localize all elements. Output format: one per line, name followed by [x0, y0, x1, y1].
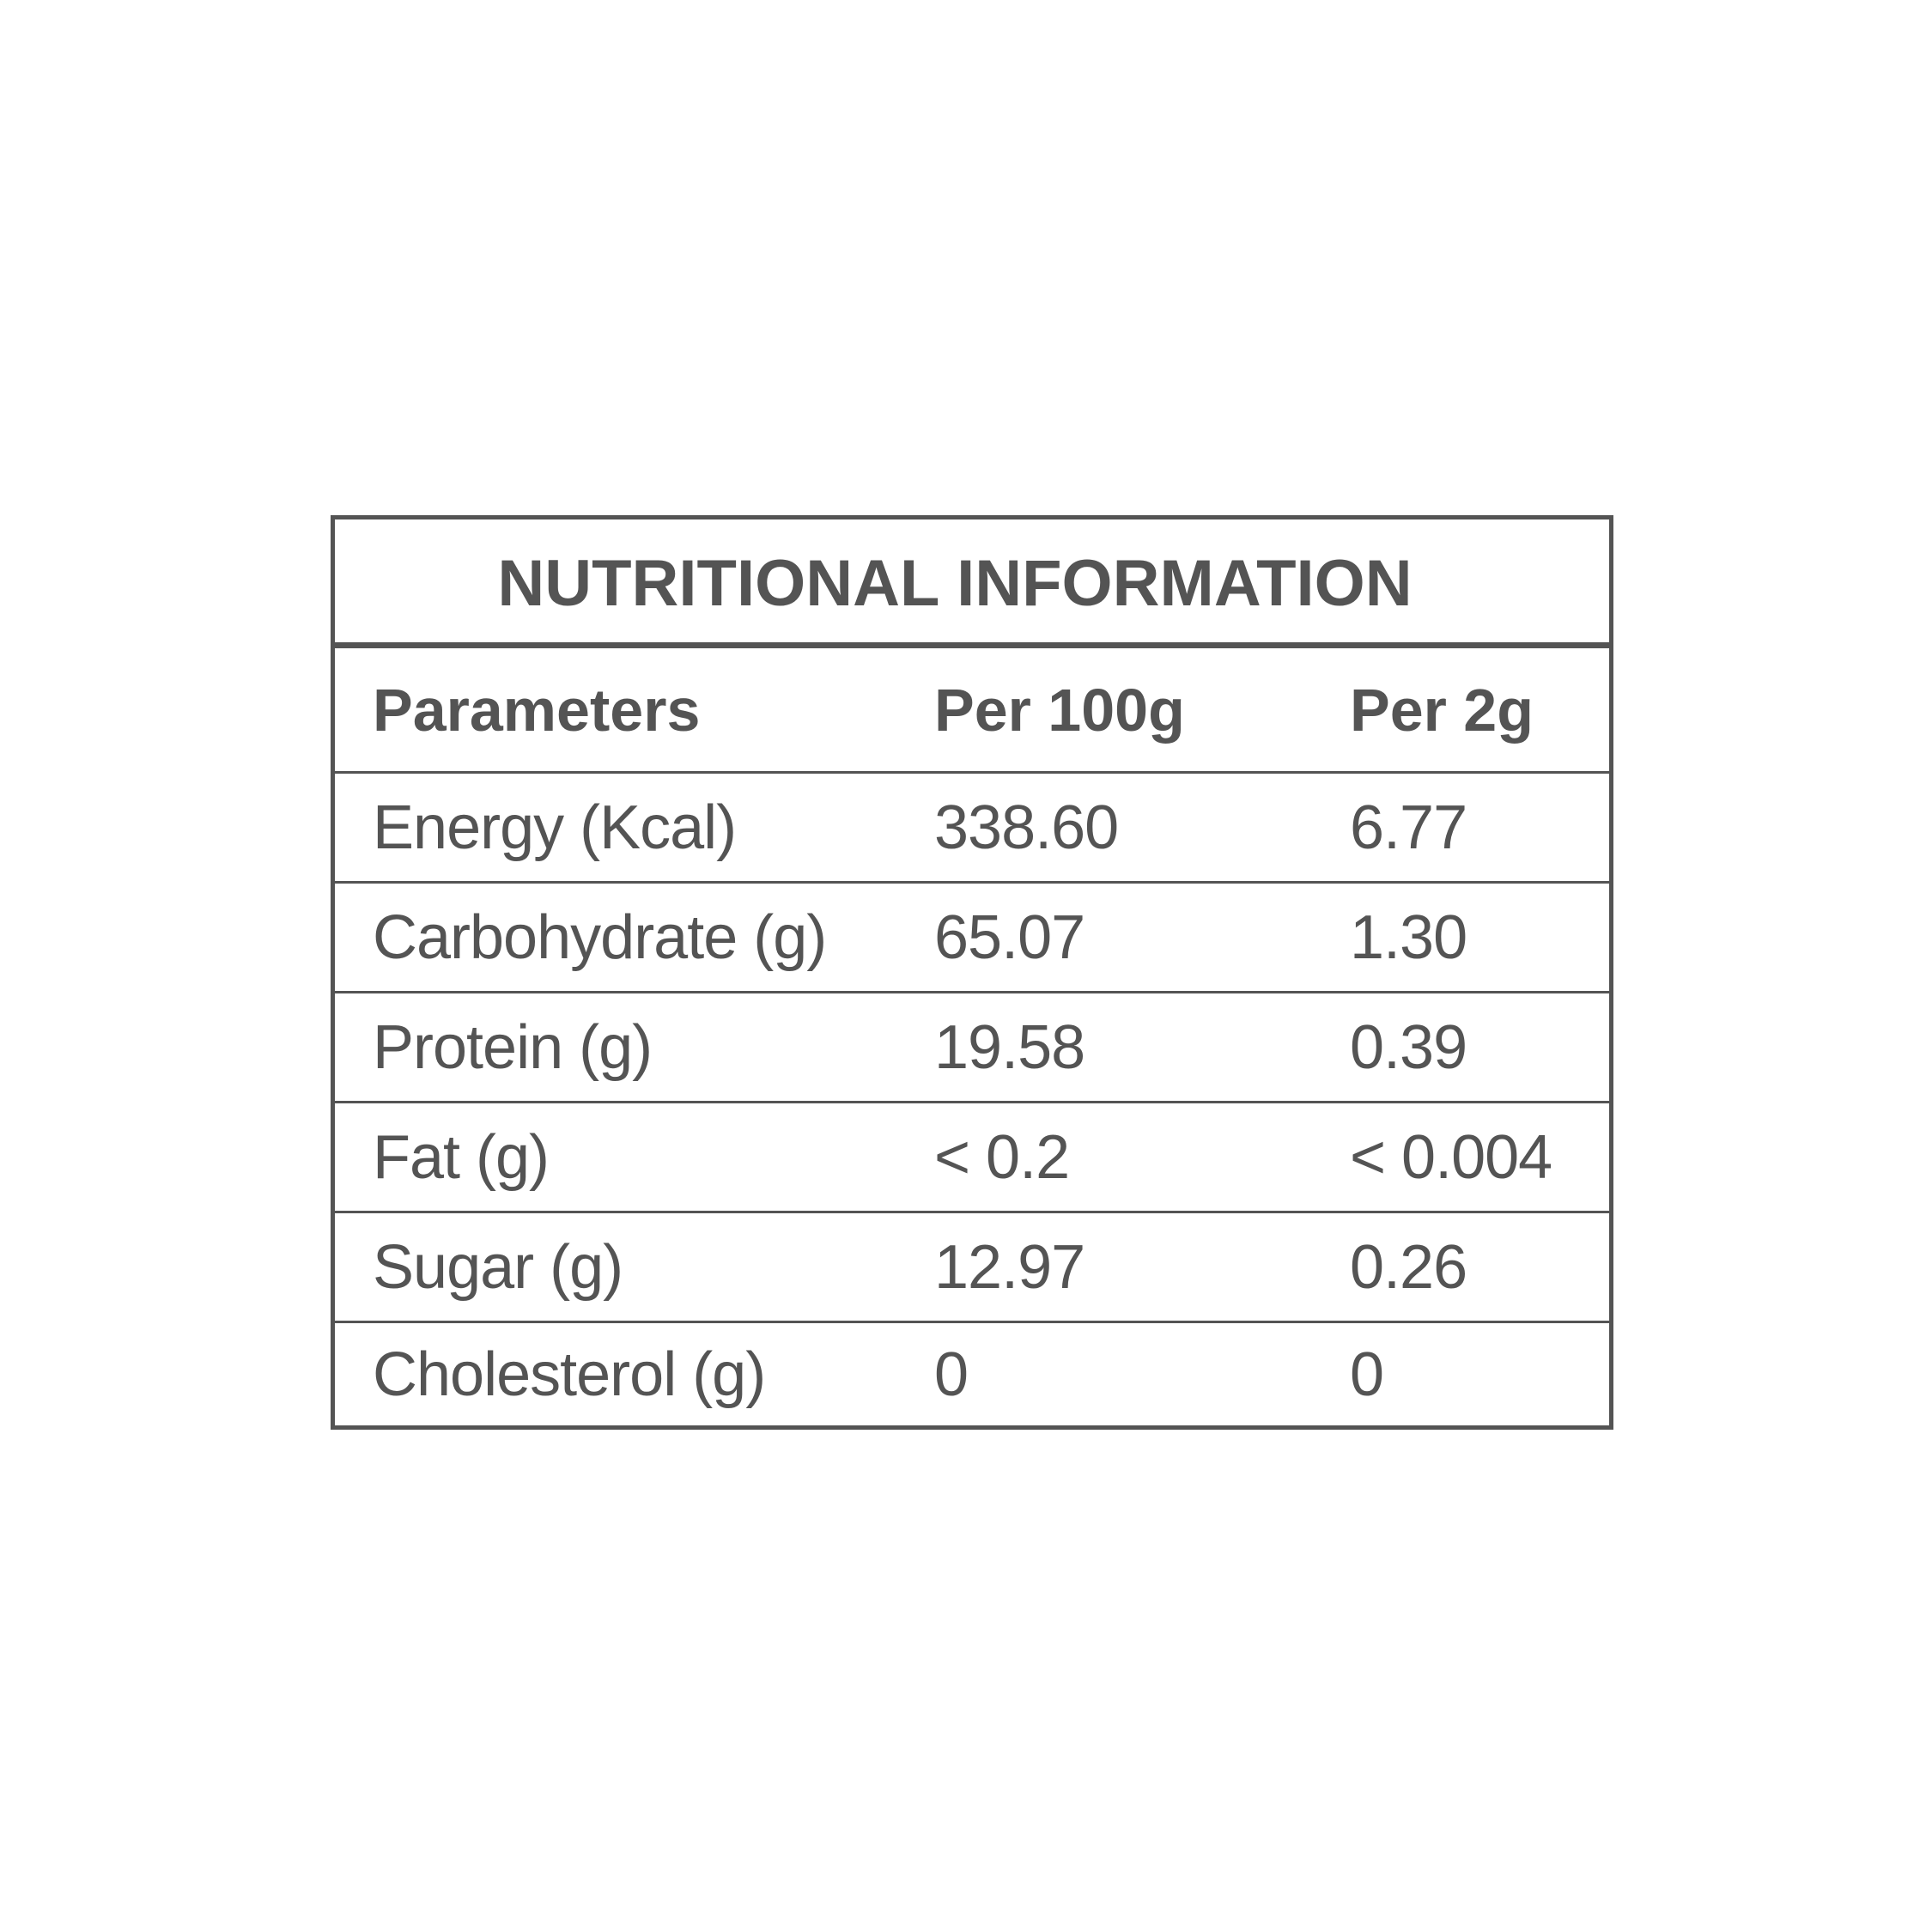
per-2g-cell: 1.30: [1350, 902, 1467, 972]
per-2g-cell: 0.39: [1350, 1012, 1467, 1082]
per-2g-cell: 0: [1350, 1340, 1384, 1409]
table-row: [335, 1323, 1609, 1425]
table-row: [335, 993, 1609, 1103]
per-100g-cell: < 0.2: [934, 1122, 1070, 1192]
per-2g-cell: 6.77: [1350, 793, 1467, 862]
per-100g-cell: 19.58: [934, 1012, 1085, 1082]
parameter-cell: Energy (Kcal): [373, 793, 737, 862]
parameter-cell: Cholesterol (g): [373, 1340, 766, 1409]
parameter-cell: Fat (g): [373, 1122, 550, 1192]
nutrition-table: [331, 515, 1613, 1430]
per-100g-cell: 65.07: [934, 902, 1085, 972]
table-title: NUTRITIONAL INFORMATION: [335, 519, 1609, 648]
per-2g-cell: < 0.004: [1350, 1122, 1552, 1192]
parameter-cell: Carbohydrate (g): [373, 902, 827, 972]
per-100g-cell: 338.60: [934, 793, 1119, 862]
header-per-2g: Per 2g: [1350, 676, 1534, 744]
table-header-row: [335, 648, 1609, 774]
header-parameters: Parameters: [373, 676, 701, 744]
table-row: [335, 774, 1609, 884]
table-row: [335, 884, 1609, 993]
parameter-cell: Sugar (g): [373, 1232, 623, 1302]
per-2g-cell: 0.26: [1350, 1232, 1467, 1302]
table-row: [335, 1213, 1609, 1323]
header-per-100g: Per 100g: [934, 676, 1185, 744]
per-100g-cell: 0: [934, 1340, 969, 1409]
per-100g-cell: 12.97: [934, 1232, 1085, 1302]
parameter-cell: Protein (g): [373, 1012, 653, 1082]
table-row: [335, 1103, 1609, 1213]
